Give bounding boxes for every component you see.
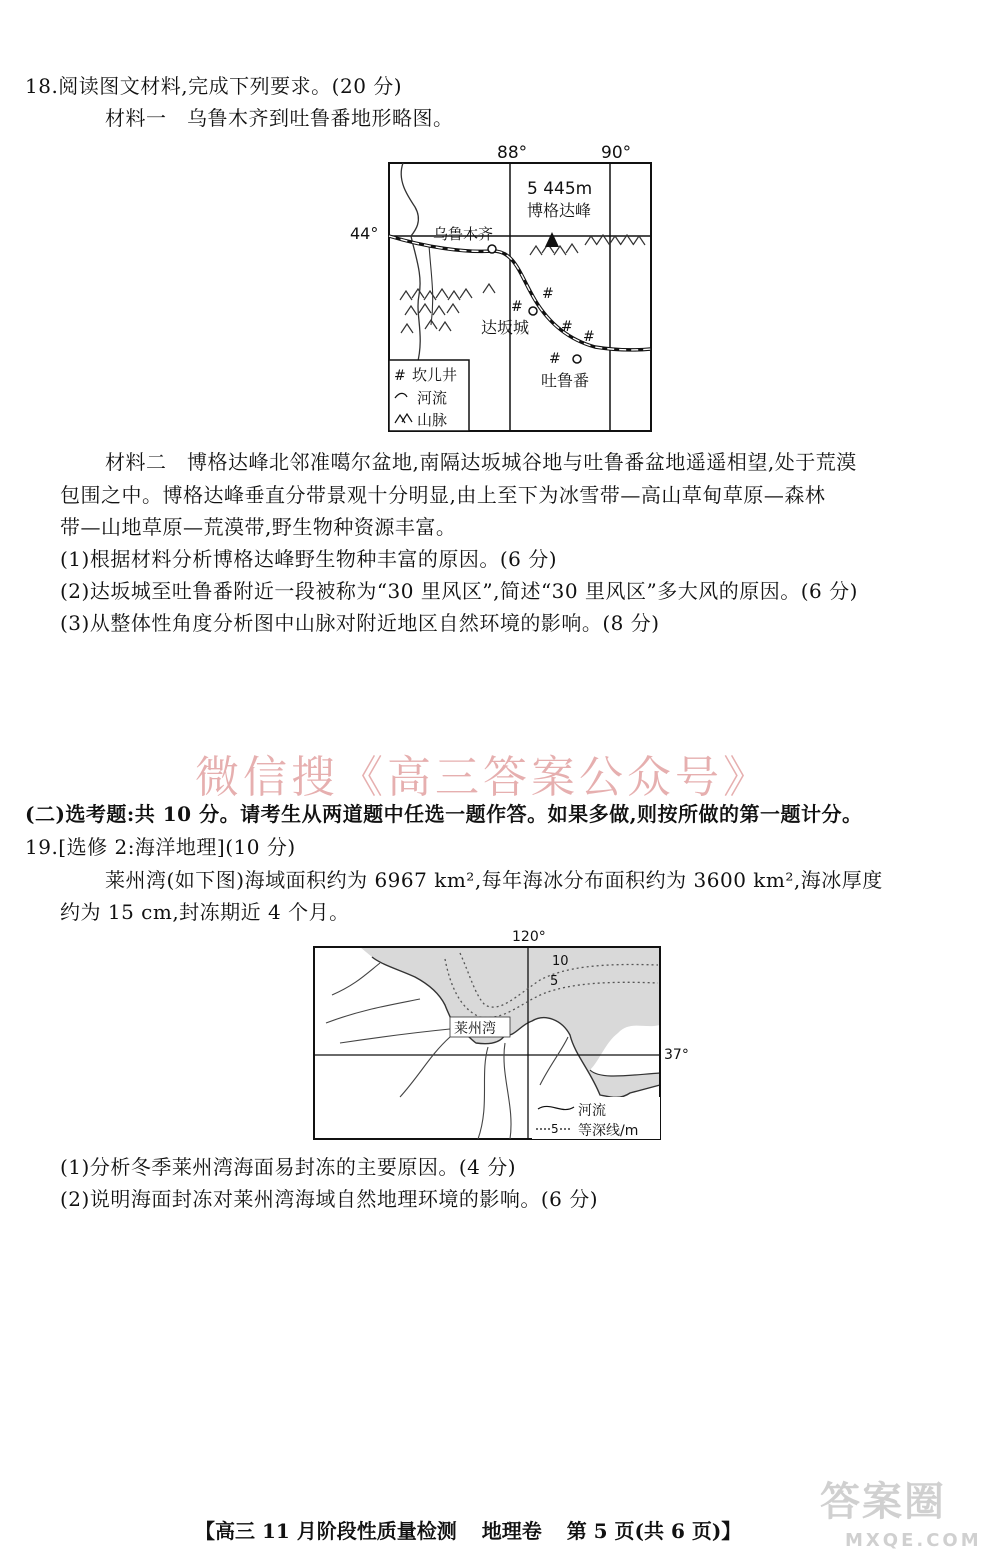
- q18-material1: 材料一 乌鲁木齐到吐鲁番地形略图。: [105, 106, 454, 130]
- legend2-river-label: 河流: [578, 1103, 606, 1119]
- watermark-text: 微信搜《高三答案公众号》: [195, 752, 771, 803]
- footer-subject: 地理卷: [481, 1519, 542, 1543]
- legend-river-label: 河流: [417, 389, 448, 407]
- q18-question-2: (2)达坂城至吐鲁番附近一段被称为“30 里风区”,简述“30 里风区”多大风的原因。(6 分): [60, 579, 858, 603]
- svg-text:#: #: [583, 329, 595, 345]
- stamp-main-text: 答案圈: [820, 1479, 946, 1525]
- legend-karez-label: 坎儿井: [412, 366, 458, 384]
- svg-text:#: #: [561, 319, 573, 335]
- q19-intro-line2: 约为 15 cm,封冻期近 4 个月。: [60, 900, 350, 924]
- contour-10-label: 10: [552, 954, 569, 969]
- page-footer: [195, 1515, 759, 1544]
- city-turpan-dot: [573, 355, 581, 363]
- urumqi-turpan-map: [345, 135, 665, 440]
- q18-question-3: (3)从整体性角度分析图中山脉对附近地区自然环境的影响。(8 分): [60, 611, 660, 635]
- peak-height-label: 5 445m: [527, 179, 593, 199]
- bay-name-label: 莱州湾: [454, 1021, 496, 1037]
- city-turpan-label: 吐鲁番: [541, 371, 590, 390]
- footer-exam-title: 【高三 11 月阶段性质量检测: [195, 1519, 457, 1543]
- footer-page-number: 第 5 页(共 6 页)】: [566, 1519, 742, 1543]
- legend2-contour-sample: 5: [551, 1122, 559, 1136]
- peak-name-label: 博格达峰: [527, 201, 592, 220]
- q19-question-2: (2)说明海面封冻对莱州湾海域自然地理环境的影响。(6 分): [60, 1187, 599, 1211]
- lat-44-label: 44°: [350, 224, 379, 243]
- q19-title: 19.[选修 2:海洋地理](10 分): [25, 835, 296, 859]
- q18-material2-line2: 包围之中。博格达峰垂直分带景观十分明显,由上至下为冰雪带—高山草甸草原—森林: [60, 483, 826, 507]
- city-dabancheng-dot: [529, 307, 537, 315]
- legend-mountain-label: 山脉: [417, 411, 448, 429]
- lon-90-label: 90°: [601, 143, 632, 163]
- laizhou-bay-map: [300, 925, 700, 1145]
- q19-question-1: (1)分析冬季莱州湾海面易封冻的主要原因。(4 分): [60, 1155, 517, 1179]
- lon-120-label: 120°: [512, 929, 546, 945]
- corner-stamp-logo: [820, 1470, 990, 1560]
- svg-text:#: #: [549, 351, 561, 367]
- city-urumqi-label: 乌鲁木齐: [433, 225, 494, 243]
- q18-material2-line1: 材料二 博格达峰北邻准噶尔盆地,南隔达坂城谷地与吐鲁番盆地遥遥相望,处于荒漠: [105, 450, 857, 474]
- section2-header: (二)选考题:共 10 分。请考生从两道题中任选一题作答。如果多做,则按所做的第一题计分。: [25, 802, 863, 826]
- q19-intro-line1: 莱州湾(如下图)海域面积约为 6967 km²,每年海冰分布面积约为 3600 km²,海冰厚度: [105, 868, 883, 892]
- svg-text:#: #: [542, 286, 554, 302]
- lon-88-label: 88°: [497, 143, 528, 163]
- lat-37-label: 37°: [664, 1047, 689, 1063]
- city-dabancheng-label: 达坂城: [481, 318, 530, 337]
- contour-5-label: 5: [550, 974, 559, 989]
- legend-karez-symbol: #: [394, 368, 406, 384]
- legend2-contour-label: 等深线/m: [578, 1123, 639, 1139]
- q18-question-1: (1)根据材料分析博格达峰野生物种丰富的原因。(6 分): [60, 547, 558, 571]
- q18-title: 18.阅读图文材料,完成下列要求。(20 分): [25, 74, 403, 98]
- q18-material2-line3: 带—山地草原—荒漠带,野生物种资源丰富。: [60, 515, 457, 539]
- city-urumqi-dot: [488, 245, 496, 253]
- svg-text:#: #: [511, 299, 523, 315]
- stamp-sub-text: MXQE.COM: [845, 1530, 982, 1551]
